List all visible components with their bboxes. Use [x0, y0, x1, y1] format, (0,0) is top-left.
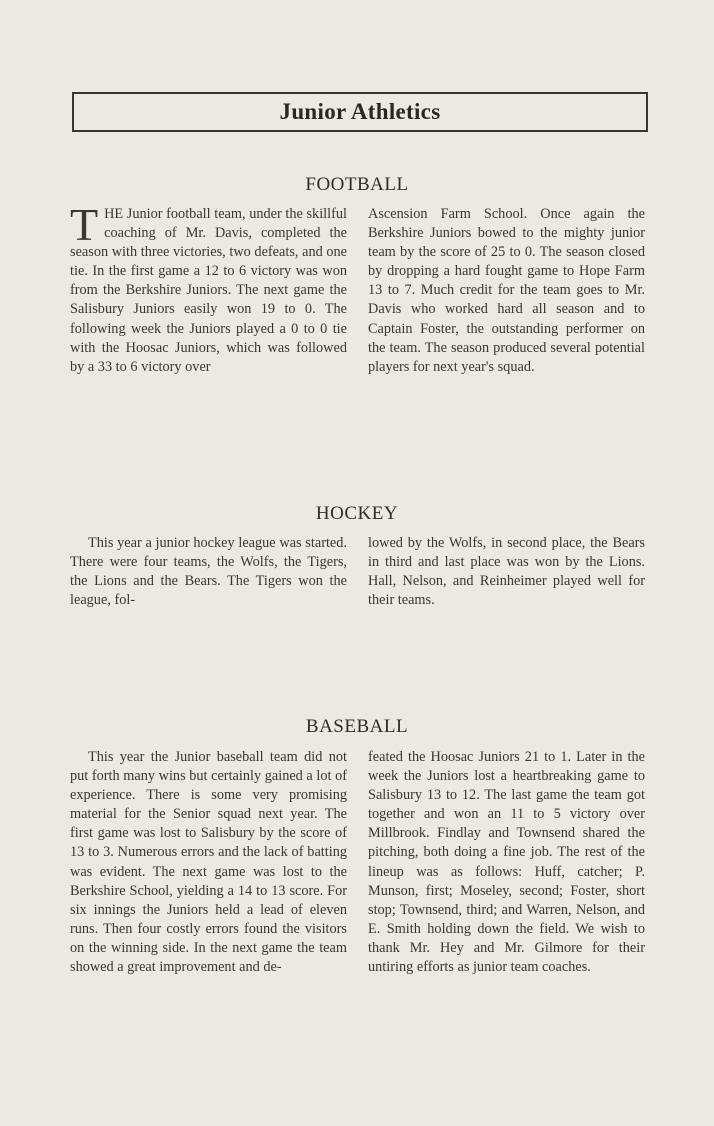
baseball-heading: BASEBALL — [305, 716, 409, 737]
football-heading: FOOTBALL — [305, 174, 409, 195]
page-title: Junior Athletics — [279, 99, 441, 124]
hockey-paragraph-left: This year a junior hockey league was started. There were four teams, the Wolfs, the Tigers, the Lions and the Bears. The Tigers won the league, fol- — [70, 535, 347, 609]
page-title-box — [72, 92, 648, 132]
football-text-left: HE Junior football team, under the skillful coaching of Mr. Davis, completed the season with three victories, two defeats, and one tie. In the first game a 12 to 6 victory was won from the Berkshire Juniors. The next game the Salisbury Juniors easily won 19 to 0. The following week the Juniors played a 0 to 0 tie with the Hoosac Juniors, which was followed by a 33 to 6 victory over — [70, 206, 347, 375]
hockey-column-left — [70, 534, 347, 610]
football-paragraph-right: Ascension Farm School. Once again the Berkshire Juniors bowed to the mighty junior team by the score of 25 to 0. The season closed by dropping a hard fought game to Hope Farm 13 to 7. Much credit for the team goes to Mr. Davis who worked hard all season and to Captain Foster, the outstanding performer on the team. The season produced several potential players for next year's squad. — [368, 206, 645, 375]
baseball-column-left — [70, 748, 347, 977]
hockey-paragraph-right: lowed by the Wolfs, in second place, the Bears in third and last place was won by the Lions. Hall, Nelson, and Reinheimer played well for their teams. — [368, 535, 645, 609]
hockey-heading: HOCKEY — [315, 503, 399, 524]
football-dropcap: T — [70, 199, 99, 250]
baseball-column-right — [368, 748, 645, 977]
football-column-right — [368, 205, 645, 377]
baseball-paragraph-left: This year the Junior baseball team did not put forth many wins but certainly gained a lot of experience. There is some very promising material for the Senior squad next year. The first game was lost to Salisbury by the score of 13 to 3. Numerous errors and the lack of batting was evident. The next game was lost to the Berkshire School, yielding a 14 to 13 score. For six innings the Juniors held a lead of eleven runs. Then four costly errors found the visitors on the winning side. In the next game the team showed a great improvement and de- — [70, 749, 347, 976]
hockey-column-right — [368, 534, 645, 610]
football-paragraph-left — [70, 199, 347, 377]
baseball-paragraph-right: feated the Hoosac Juniors 21 to 1. Later in the week the Juniors lost a heartbreaking game to Salisbury 13 to 12. The last game the team got together and won an 11 to 5 victory over Millbrook. Findlay and Townsend shared the pitching, both doing a fine job. The rest of the lineup was as follows: Huff, catcher; P. Munson, first; Moseley, second; Foster, short stop; Townsend, third; and Warren, Nelson, and E. Smith holding down the field. We wish to thank Mr. Hey and Mr. Gilmore for their untiring efforts as junior team coaches. — [368, 749, 645, 976]
football-column-left — [70, 199, 347, 377]
